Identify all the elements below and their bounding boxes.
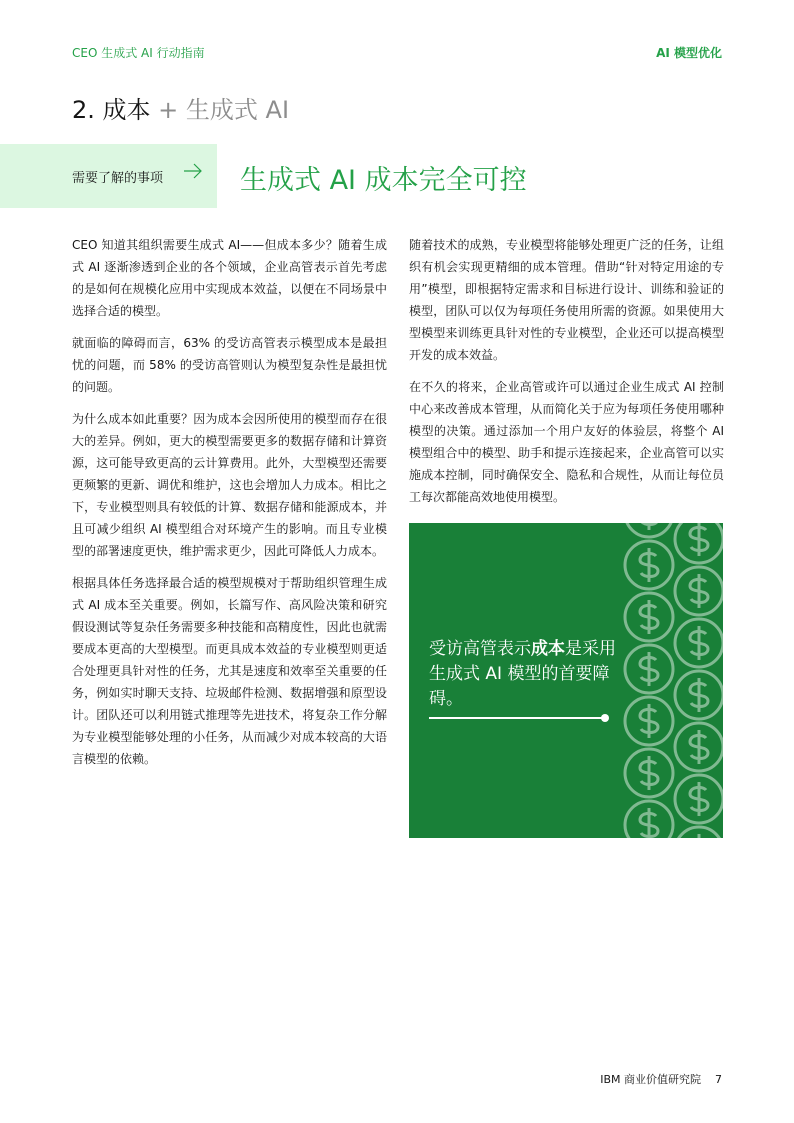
callout-text: 受访高管表示成本是采用生成式 AI 模型的首要障碍。 — [429, 639, 616, 709]
paragraph: CEO 知道其组织需要生成式 AI——但成本多少？随着生成式 AI 逐渐渗透到企业的各个领域，企业高管表示首先考虑的是如何在规模化应用中实现成本效益，以便在不同场景中选择合适的模型。 — [72, 238, 387, 318]
left-column — [72, 234, 387, 780]
dollar-sign — [690, 834, 708, 838]
arrow-right-icon — [182, 160, 204, 182]
right-column — [409, 234, 724, 518]
title-plus: + 生成式 AI — [150, 96, 290, 124]
document-header-title: CEO 生成式 AI 行动指南 — [72, 46, 205, 60]
dollar-sign — [690, 574, 708, 608]
dollar-sign — [640, 548, 658, 582]
paragraph: 为什么成本如此重要？因为成本会因所使用的模型而存在很大的差异。例如，更大的模型需要更多的数据存储和计算资源，这可能导致更高的云计算费用。此外，大型模型还需要更频繁的更新、调优和维护，这也会增加人力成本。相比之下，专业模型则具有较低的计算、数据存储和能源成本，并且可减少组织 AI 模型组合对环境产生的影响。而且专业模型的部署速度更快，维护需求更少，因此可降低人力成本。 — [72, 412, 387, 558]
dollar-sign — [640, 600, 658, 634]
dollar-sign — [690, 626, 708, 660]
section-name: AI 模型优化 — [656, 46, 722, 60]
section-headline: 生成式 AI 成本完全可控 — [240, 165, 527, 196]
dollar-sign — [690, 782, 708, 816]
dollar-sign — [640, 652, 658, 686]
callout-divider-dot — [601, 714, 609, 722]
dollar-sign — [640, 808, 658, 838]
callout-divider — [429, 717, 605, 719]
paragraph: 在不久的将来，企业高管或许可以通过企业生成式 AI 控制中心来改善成本管理，从而简化关于应为每项任务使用哪种模型的决策。通过添加一个用户友好的体验层，将整个 AI 模型组合中的模型、助手和提示连接起来，企业高管可以实施成本控制，同时确保安全、隐私和合规性，从而让每位员工每次都能高效地使用模型。 — [409, 380, 724, 504]
tag-label: 需要了解的事项 — [72, 171, 164, 186]
dollar-sign — [640, 523, 658, 530]
dollar-sign — [640, 704, 658, 738]
dollar-sign — [640, 756, 658, 790]
stat-callout-card — [409, 523, 723, 838]
page-footer — [600, 1071, 722, 1087]
paragraph: 就面临的障碍而言，63% 的受访高管表示模型成本是最担忧的问题，而 58% 的受访高管则认为模型复杂性是最担忧的问题。 — [72, 336, 387, 394]
footer-source: IBM 商业价值研究院 — [600, 1073, 701, 1086]
dollar-coin-pattern-icon — [619, 523, 723, 838]
dollar-sign — [690, 678, 708, 712]
dollar-sign — [690, 730, 708, 764]
page-number: 7 — [715, 1073, 722, 1086]
dollar-sign — [690, 523, 708, 556]
info-tag — [0, 144, 217, 208]
paragraph: 随着技术的成熟，专业模型将能够处理更广泛的任务，让组织有机会实现更精细的成本管理。借助“针对特定用途的专用”模型，即根据特定需求和目标进行设计、训练和验证的模型，团队可以仅为每项任务使用所需的资源。如果使用大型模型来训练更具针对性的专业模型，企业还可以提高模型开发的成本效益。 — [409, 238, 724, 362]
paragraph: 根据具体任务选择最合适的模型规模对于帮助组织管理生成式 AI 成本至关重要。例如，长篇写作、高风险决策和研究假设测试等复杂任务需要多种技能和高精度性，因此也就需要成本更高的大型模型。而更具成本效益的专业模型则更适合处理更具针对性的任务，尤其是速度和效率至关重要的任务，例如实时聊天支持、垃圾邮件检测、数据增强和原型设计。团队还可以利用链式推理等先进技术，将复杂工作分解为专业模型能够处理的小任务，从而减少对成本较高的大语言模型的依赖。 — [72, 576, 387, 766]
page-title — [72, 90, 289, 125]
title-main: 2. 成本 — [72, 96, 151, 124]
